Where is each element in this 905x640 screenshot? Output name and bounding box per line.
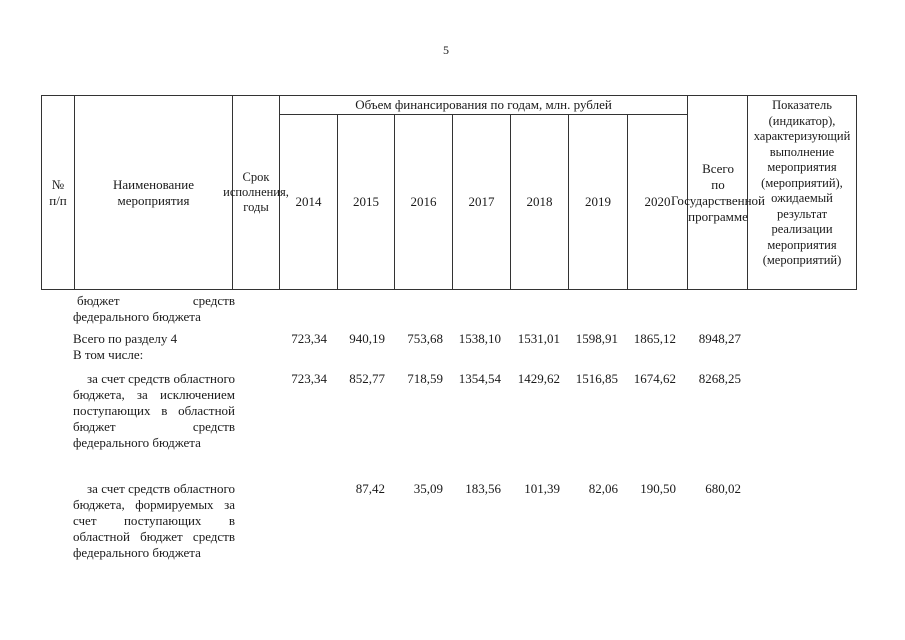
table-cell-value: 852,77 (349, 371, 385, 386)
table-cell-value: 753,68 (407, 331, 443, 346)
header-year: 2020 (644, 194, 671, 209)
table-cell-value: 1538,10 (458, 331, 501, 346)
header-year: 2015 (353, 194, 379, 209)
table-cell-value: 87,42 (355, 481, 385, 496)
table-cell-value: 1516,85 (575, 371, 618, 386)
table-cell-value: 1865,12 (633, 331, 676, 346)
header-year: 2017 (468, 194, 495, 209)
table-cell-value: 1598,91 (575, 331, 618, 346)
table-cell-value: 1429,62 (517, 371, 560, 386)
row-text: за счет средств областного бюджета, за исключением поступающих в областной бюджет средств федерального бюджета (73, 371, 235, 450)
table-cell-value: 723,34 (291, 371, 327, 386)
table-cell-value: 1531,01 (517, 331, 560, 346)
table-cell-value: 82,06 (588, 481, 618, 496)
header-group-title: Объем финансирования по годам, млн. рублей (355, 97, 612, 112)
table-cell-value: 190,50 (640, 481, 676, 496)
header-col-no: № п/п (49, 176, 67, 208)
table-cell-value: 35,09 (413, 481, 443, 496)
row-text: бюджет средств федерального бюджета (73, 293, 235, 324)
table-cell-value: 723,34 (291, 331, 327, 346)
table-cell-value: 8948,27 (698, 331, 741, 346)
table-cell-value: 8268,25 (698, 371, 741, 386)
page-number: 5 (443, 43, 449, 57)
header-col-indicator: Показатель (индикатор), характеризующий выполнение мероприятия (мероприятий), ожидаемый результат реализации мероприятия (мероприятий) (753, 98, 851, 267)
table-cell-value: 1354,54 (458, 371, 501, 386)
row-text: Всего по разделу 4 (73, 331, 178, 346)
header-year: 2014 (295, 194, 322, 209)
table-cell-value: 183,56 (465, 481, 501, 496)
header-year: 2019 (585, 194, 611, 209)
header-col-name: Наименование мероприятия (113, 176, 194, 208)
table-cell-value: 680,02 (705, 481, 741, 496)
row-text: В том числе: (73, 347, 144, 362)
table-cell-value: 718,59 (407, 371, 443, 386)
table-cell-value: 1674,62 (633, 371, 676, 386)
row-text: за счет средств областного бюджета, формируемых за счет поступающих в областной бюджет средств федерального бюджета (73, 481, 235, 560)
table-header (41, 95, 857, 290)
header-year: 2018 (526, 194, 553, 209)
table-cell-value: 101,39 (524, 481, 560, 496)
header-col-term: Срок исполнения, годы (223, 170, 289, 214)
header-col-total: Всего по Государственной программе (671, 160, 766, 224)
header-year: 2016 (410, 194, 437, 209)
table-cell-value: 940,19 (349, 331, 385, 346)
